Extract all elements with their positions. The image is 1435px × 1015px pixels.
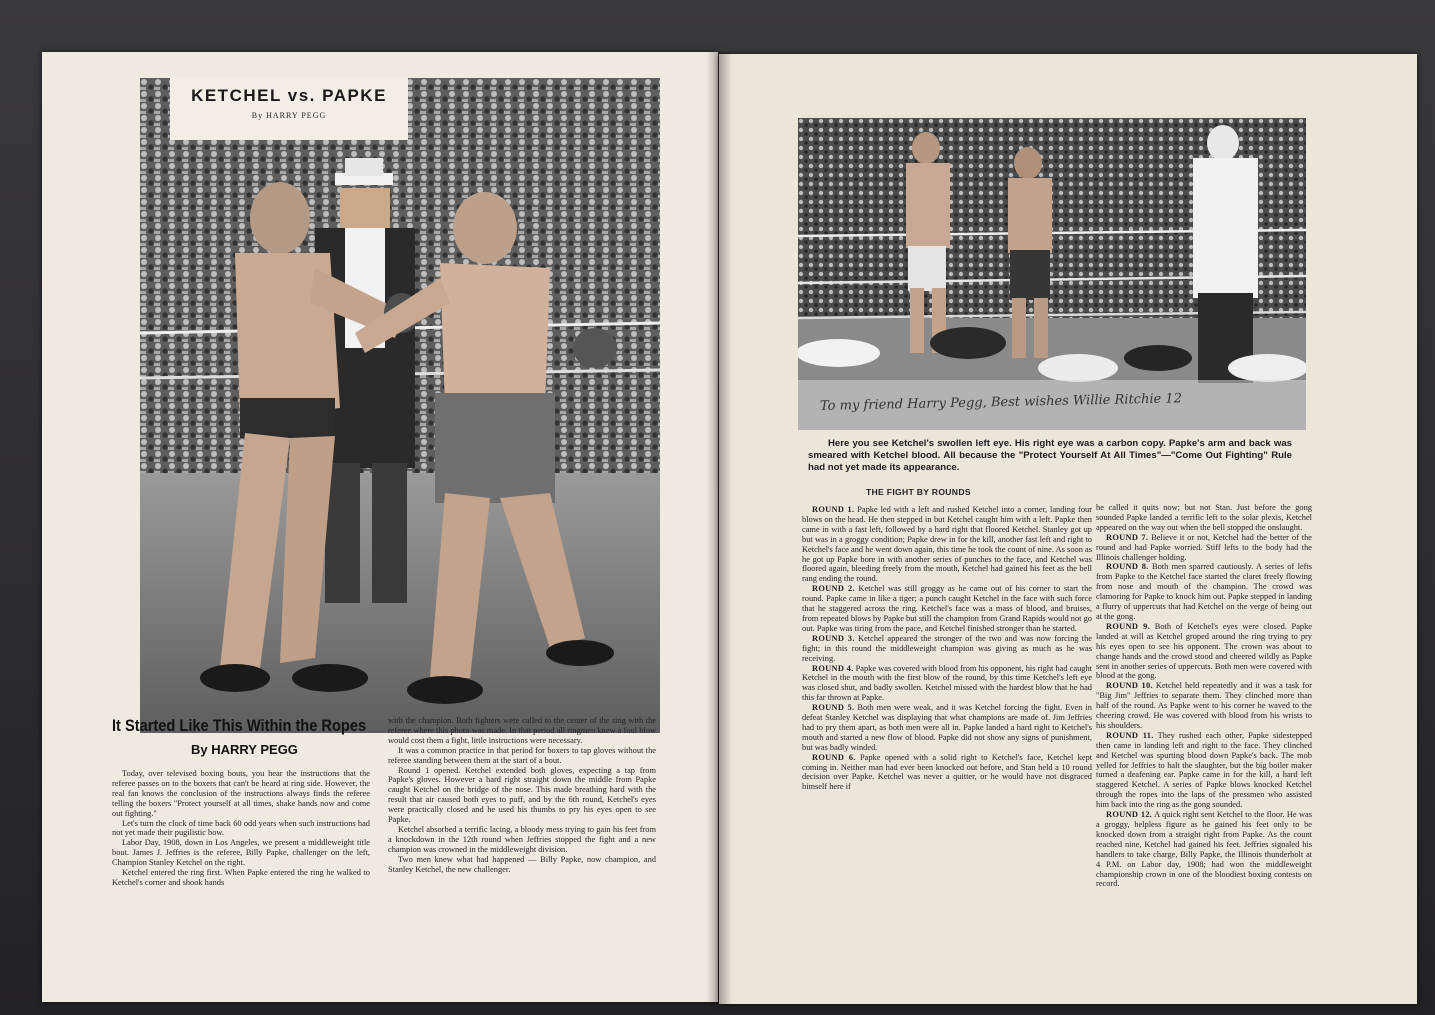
rounds-column-2 [1096,503,1312,889]
round-label: ROUND 3. [812,633,855,643]
round-label: ROUND 4. [812,663,854,673]
photo-title: KETCHEL vs. PAPKE [191,86,387,105]
round-label: ROUND 7. [1106,532,1149,542]
left-column-2 [388,716,656,875]
article-headline: It Started Like This Within the Ropes [112,716,367,735]
round-text: he called it quits now; but not Stan. Just before the gong sounded Papke landed a terrific left to the solar plexis, Ketchel appeared on the way out when the bell stopped the onslaught. [1096,503,1312,532]
round-paragraph [802,664,1092,704]
round-text: Both of Ketchel's eyes were closed. Papke landed at will as Ketchel groped around the ring trying to pry his eyes open to see his opponent. The crown was about to change hands and the crowd stood and cheered wildly as Papke sent in another series of uppercuts. Both men were covered with blood at the gong. [1096,621,1313,681]
round-label: ROUND 10. [1106,681,1153,691]
round-label: ROUND 11. [1106,730,1154,740]
round-text: Papke led with a left and rushed Ketchel into a corner, landing four blows on the head. He then stepped in but Ketchel caught him with a left. Papke then came in with a fast left, followed by a hard right that floored Ketchel. Stanley got up but was in a groggy condition; Papke drew in for the kill, another fast left and right to Ketchel's face and he went down again, this time he took the count of nine. As soon as he got up Papke bore in with another series of punches to the face, and Ketchel was floored again, bleeding freely from the mouth, Ketchel had gained his feet as the bell rang ending the round. [802,505,1092,584]
round-text: They rushed each other, Papke sidestepped then came in landing left and right to the face. They clinched and Ketchel was spurting blood down Papke's back. The mob yelled for Jeffries to halt the slaughter, but the big boiler maker turned a deafening ear. Papke came in for the kill, a hard left staggered Ketchel. A series of Papke blows knocked Ketchel through the ropes into the laps of the pressmen who assisted him back into the ring as the gong sounded. [1096,730,1312,810]
paragraph: It was a common practice in that period for boxers to tap gloves without the referee standing between them at the start of a bout. [388,745,656,765]
round-text: Both men sparred cautiously. A series of lefts from Papke to the Ketchel face started the claret freely flowing from nose and mouth of the champion. The crowd was clamoring for Papke to knock him out. Papke stepped in landing a flurry of uppercuts that had Ketchel on the verge of being out at the gong. [1096,562,1313,621]
round-label: ROUND 8. [1106,562,1149,572]
round-paragraph [1096,533,1312,563]
paragraph: with the champion. Both fighters were called to the center of the ring with the referee where this photo was made. In that period all ringmen knew a foul blow would cost them a fight, little instructions were necessary. [388,716,656,745]
round-paragraph [1096,503,1312,533]
paragraph: Ketchel entered the ring first. When Papke entered the ring he walked to Ketchel's corner and shook hands [112,868,370,887]
round-text: Ketchel was still groggy as he came out of his corner to start the round. Papke came in like a tiger; a punch caught Ketchel in the face with such force that he staggered across the ring. Ketchel's face was a mass of blood, and bruises, from repeated blows by Papke but still the champion from Grand Rapids would not go out. Papke was tiring from the pace, and Ketchel finished stronger than he started. [802,584,1092,633]
paragraph: Today, over televised boxing bouts, you hear the instructions that the referee passes on to the boxers that can't be heard at ring side. However, the real fan knows the conclusion of the instructions always finds the referee telling the boxers "Protect yourself at all times, shake hands now and come out fighting." [112,769,370,818]
round-paragraph [1096,681,1312,731]
left-column-1 [112,769,370,888]
caption-text: Here you see Ketchel's swollen left eye. His right eye was a carbon copy. Papke's arm and back was smeared with Ketchel blood. All because the "Protect Yourself At All Times"—"Come Out Fighting" Rule had not yet made its appearance. [808,438,1292,473]
round-paragraph [802,584,1092,634]
paragraph: Let's turn the clock of time back 60 odd years when such instructions had not yet made their pugilistic bow. [112,818,370,838]
round-text: Papke was covered with blood from his opponent, his right had caught Ketchel in the mouth with the first blow of the round, by this time Ketchel's left eye was closed shut, and badly swollen. Ketchel missed with the hardest blow that he had this far thrown at Papke. [802,663,1093,703]
page-gutter [706,52,732,1004]
round-text: Ketchel held repeatedly and it was a task for "Big Jim" Jeffries to separate them. They clinched more than half of the round. As Papke went to his corner he waved to the cheering crowd. He was covered with blood from his wrists to his shoulders. [1096,681,1313,730]
round-paragraph [1096,731,1312,810]
round-label: ROUND 6. [812,752,856,762]
round-paragraph [802,634,1092,664]
paragraph: Two men knew what had happened — Billy Papke, now champion, and Stanley Ketchel, the new challenger. [388,854,656,874]
paragraph: Ketchel absorbed a terrific lacing, a bloody mess trying to gain his feet from a knockdown in the 12th round when Jeffries stopped the fight and a new champion was crowned in the middleweight division. [388,824,656,854]
round-label: ROUND 5. [812,703,855,713]
article-byline: By HARRY PEGG [191,742,298,757]
round-paragraph [1096,622,1312,681]
paragraph: Round 1 opened. Ketchel extended both gloves, expecting a tap from Papke's gloves. However a hard right straight down the middle from Papke caught Ketchel on the bridge of the nose. This made breathing hard with the result that air caused both eyes to puff, and by the 6th round, Ketchel's eyes were practically closed and he used his thumbs to pry his eyes open to see Papke. [388,765,656,825]
round-label: ROUND 1. [812,505,855,514]
round-label: ROUND 2. [812,584,855,594]
paragraph: Labor Day, 1908, down in Los Angeles, we present a middleweight title bout. James J. Jeffries is the referee, Billy Papke, challenger on the left, Champion Stanley Ketchel on the right. [112,838,370,868]
round-paragraph [1096,562,1312,621]
boxing-photo-fight [798,118,1306,430]
section-title-rounds: THE FIGHT BY ROUNDS [866,487,971,497]
photo-caption [808,438,1292,474]
round-text: Ketchel appeared the stronger of the two and was now forcing the fight; in this round the middleweight champion was giving as much as he was receiving. [802,633,1093,663]
autograph-signature: To my friend Harry Pegg, Best wishes Willie Ritchie 12 [819,391,1183,414]
round-text: Believe it or not, Ketchel had the better of the round and had Papke worried. Stiff lefts to the body had the Illinois challenger holding. [1096,532,1312,562]
round-paragraph [802,505,1092,584]
round-paragraph [802,753,1092,793]
round-paragraph [802,703,1092,753]
photo-byline: By HARRY PEGG [251,111,327,120]
round-label: ROUND 12. [1106,810,1153,820]
rounds-column-1 [802,505,1092,792]
round-label: ROUND 9. [1106,621,1151,631]
round-paragraph [1096,810,1312,889]
boxing-photo-ketchel-papke [140,78,660,733]
round-text: Papke opened with a solid right to Ketchel's face, Ketchel kept coming in. Neither man had ever been knocked out before, and Stan held a 10 round decision over Papke. Ketchel was never a quitter, or he would have not disgraced himself here if [802,752,1093,792]
round-text: Both men were weak, and it was Ketchel forcing the fight. Even in defeat Stanley Ketchel was displaying that what champions are made of. Jim Jeffries had to pry them apart, as both men were all in. Papke landed a hard right to Ketchel's mouth and started a new flow of blood. Papke did not show any signs of punishment, but was badly winded. [802,703,1092,752]
round-text: A quick right sent Ketchel to the floor. He was a groggy, helpless figure as he gained his feet only to be knocked down from a straight right from Papke. As the count reached nine, Ketchel had gained his feet. Jeffries signaled his handlers to take charge, Billy Papke, the Illinois thunderbolt at 4 P.M. on Labor day, 1908; had won the middleweight championship crown in one of the bloodiest boxing contests on record. [1096,810,1312,889]
